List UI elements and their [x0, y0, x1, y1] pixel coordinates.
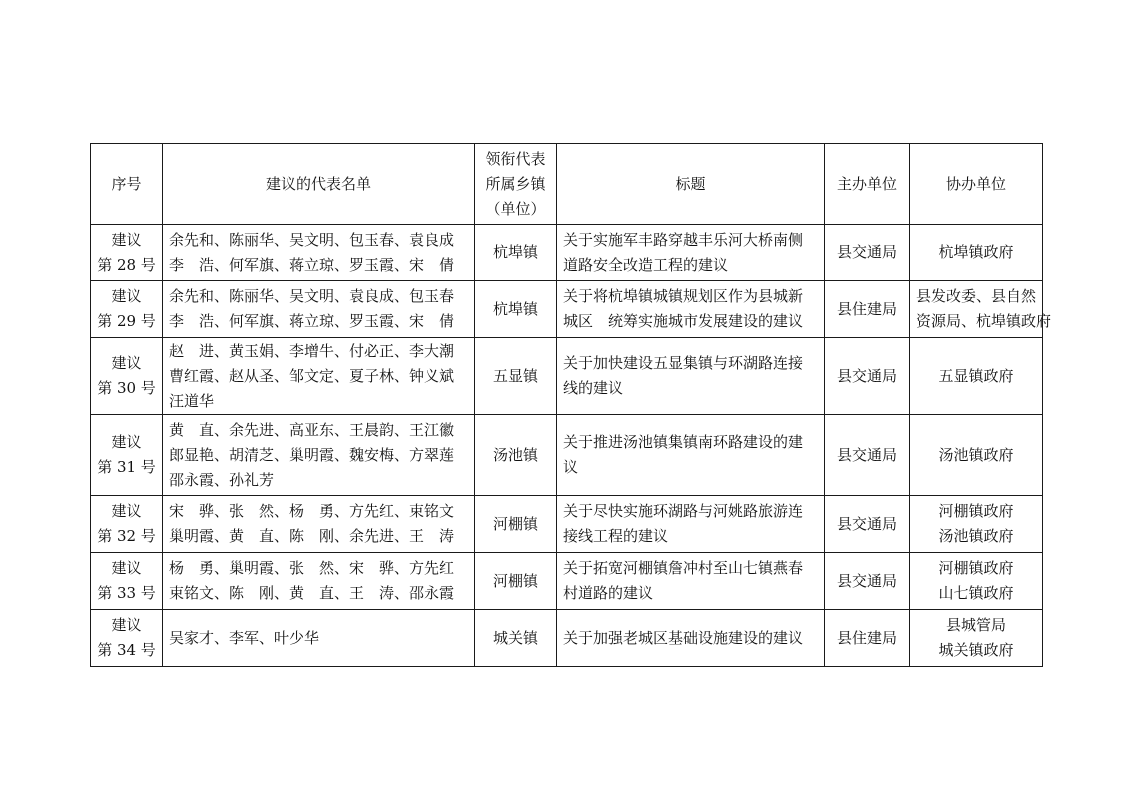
seq-cell [91, 225, 163, 281]
assist-unit-line: 资源局、杭埠镇政府 [916, 312, 1052, 330]
header-lead-town-line: 所属乡镇 [485, 174, 546, 193]
title-line: 关于加强老城区基础设施建设的建议 [563, 628, 804, 647]
title-line: 关于拓宽河棚镇詹冲村至山七镇燕春 [563, 559, 804, 577]
proposal-table [90, 143, 1052, 667]
representatives-line: 巢明霞、黄 直、陈 刚、余先进、王 涛 [169, 527, 455, 545]
title-cell [557, 338, 825, 415]
assist-unit-cell [910, 338, 1043, 415]
table-row [91, 496, 1043, 553]
seq-line: 建议 [111, 354, 142, 372]
title-line: 关于实施军丰路穿越丰乐河大桥南侧 [563, 230, 804, 249]
representatives-line: 余先和、陈丽华、吴文明、袁良成、包玉春 [169, 287, 455, 305]
assist-unit-cell [910, 225, 1043, 281]
title-line: 道路安全改造工程的建议 [563, 255, 729, 274]
assist-unit-line: 河棚镇政府 [938, 559, 1014, 577]
title-cell [557, 281, 825, 338]
header-lead-town-line: （单位） [485, 199, 546, 218]
assist-unit-line: 山七镇政府 [938, 584, 1014, 602]
assist-unit-cell [910, 610, 1043, 667]
seq-cell [91, 338, 163, 415]
lead-town-cell: 汤池镇 [475, 415, 557, 496]
main-unit-cell: 县住建局 [825, 281, 910, 338]
seq-line: 建议 [111, 433, 142, 451]
table-row [91, 610, 1043, 667]
lead-town-cell: 城关镇 [475, 610, 557, 667]
seq-line: 第 32 号 [97, 527, 156, 545]
table-row [91, 225, 1043, 281]
representatives-line: 郎显艳、胡清芝、巢明霞、魏安梅、方翠莲 [169, 445, 455, 464]
seq-line: 第 29 号 [97, 312, 156, 330]
title-line: 关于加快建设五显集镇与环湖路连接 [563, 354, 804, 372]
title-line: 接线工程的建议 [563, 527, 669, 545]
assist-unit-line: 杭埠镇政府 [938, 243, 1014, 261]
representatives-line: 宋 骅、张 然、杨 勇、方先红、束铭文 [169, 502, 455, 520]
title-line: 议 [563, 458, 579, 476]
seq-line: 第 33 号 [97, 584, 156, 602]
title-line: 城区 统筹实施城市发展建设的建议 [563, 312, 804, 330]
representatives-line: 汪道华 [169, 391, 215, 410]
assist-unit-cell [910, 415, 1043, 496]
title-cell [557, 496, 825, 553]
title-cell [557, 415, 825, 496]
representatives-cell [163, 415, 475, 496]
title-line: 线的建议 [563, 379, 624, 397]
seq-line: 第 30 号 [97, 379, 156, 397]
assist-unit-line: 城关镇政府 [938, 641, 1014, 659]
header-lead-town-line: 领衔代表 [485, 149, 546, 168]
representatives-line: 赵 进、黄玉娟、李增牛、付必正、李大潮 [169, 341, 455, 360]
seq-line: 建议 [111, 616, 142, 634]
representatives-line: 黄 直、余先进、高亚东、王晨韵、王江徽 [169, 420, 455, 439]
seq-line: 建议 [111, 559, 142, 577]
title-cell [557, 225, 825, 281]
assist-unit-cell [910, 553, 1043, 610]
representatives-line: 邵永霞、孙礼芳 [169, 470, 275, 489]
assist-unit-line: 五显镇政府 [938, 366, 1014, 385]
assist-unit-line: 河棚镇政府 [938, 502, 1014, 520]
representatives-cell [163, 281, 475, 338]
table-row [91, 553, 1043, 610]
seq-line: 建议 [111, 502, 142, 520]
lead-town-cell: 河棚镇 [475, 496, 557, 553]
lead-town-cell: 杭埠镇 [475, 281, 557, 338]
seq-cell [91, 610, 163, 667]
table-body [91, 225, 1052, 667]
seq-line: 建议 [111, 287, 142, 305]
representatives-line: 余先和、陈丽华、吴文明、包玉春、袁良成 [169, 230, 455, 249]
assist-unit-line: 汤池镇政府 [938, 445, 1014, 464]
header-assist-unit: 协办单位 [910, 144, 1043, 225]
header-seq: 序号 [91, 144, 163, 225]
representatives-cell [163, 496, 475, 553]
main-unit-cell: 县交通局 [825, 415, 910, 496]
representatives-cell [163, 338, 475, 415]
lead-town-cell: 五显镇 [475, 338, 557, 415]
representatives-line: 曹红霞、赵从圣、邹文定、夏子林、钟义斌 [169, 366, 455, 385]
assist-unit-line: 县城管局 [945, 616, 1006, 634]
representatives-cell [163, 225, 475, 281]
title-line: 关于将杭埠镇城镇规划区作为县城新 [563, 287, 804, 305]
representatives-line: 吴家才、李军、叶少华 [169, 628, 320, 647]
table-row [91, 281, 1043, 338]
header-main-unit: 主办单位 [825, 144, 910, 225]
assist-unit-line: 县发改委、县自然 [916, 287, 1037, 305]
header-representatives: 建议的代表名单 [163, 144, 475, 225]
seq-cell [91, 553, 163, 610]
main-unit-cell: 县交通局 [825, 496, 910, 553]
main-unit-cell: 县交通局 [825, 338, 910, 415]
table-row [91, 415, 1043, 496]
main-unit-cell: 县交通局 [825, 225, 910, 281]
table-row [91, 338, 1043, 415]
lead-town-cell: 杭埠镇 [475, 225, 557, 281]
assist-unit-cell [910, 496, 1043, 553]
seq-cell [91, 281, 163, 338]
seq-line: 第 31 号 [97, 458, 156, 476]
title-cell [557, 610, 825, 667]
seq-cell [91, 415, 163, 496]
table-header-row [91, 144, 1043, 225]
main-unit-cell: 县交通局 [825, 553, 910, 610]
representatives-cell [163, 553, 475, 610]
assist-unit-line: 汤池镇政府 [938, 527, 1014, 545]
title-line: 关于尽快实施环湖路与河姚路旅游连 [563, 502, 804, 520]
header-title: 标题 [557, 144, 825, 225]
assist-unit-cell [910, 281, 1052, 338]
representatives-line: 杨 勇、巢明霞、张 然、宋 骅、方先红 [169, 559, 455, 577]
title-cell [557, 553, 825, 610]
header-lead-town [475, 144, 557, 225]
seq-line: 第 28 号 [97, 255, 156, 274]
representatives-line: 李 浩、何军旗、蒋立琼、罗玉霞、宋 倩 [169, 312, 455, 330]
seq-cell [91, 496, 163, 553]
representatives-line: 李 浩、何军旗、蒋立琼、罗玉霞、宋 倩 [169, 255, 455, 274]
main-unit-cell: 县住建局 [825, 610, 910, 667]
representatives-line: 束铭文、陈 刚、黄 直、王 涛、邵永霞 [169, 584, 455, 602]
seq-line: 第 34 号 [97, 641, 156, 659]
representatives-cell [163, 610, 475, 667]
lead-town-cell: 河棚镇 [475, 553, 557, 610]
title-line: 关于推进汤池镇集镇南环路建设的建 [563, 433, 804, 451]
seq-line: 建议 [111, 230, 142, 249]
title-line: 村道路的建议 [563, 584, 654, 602]
